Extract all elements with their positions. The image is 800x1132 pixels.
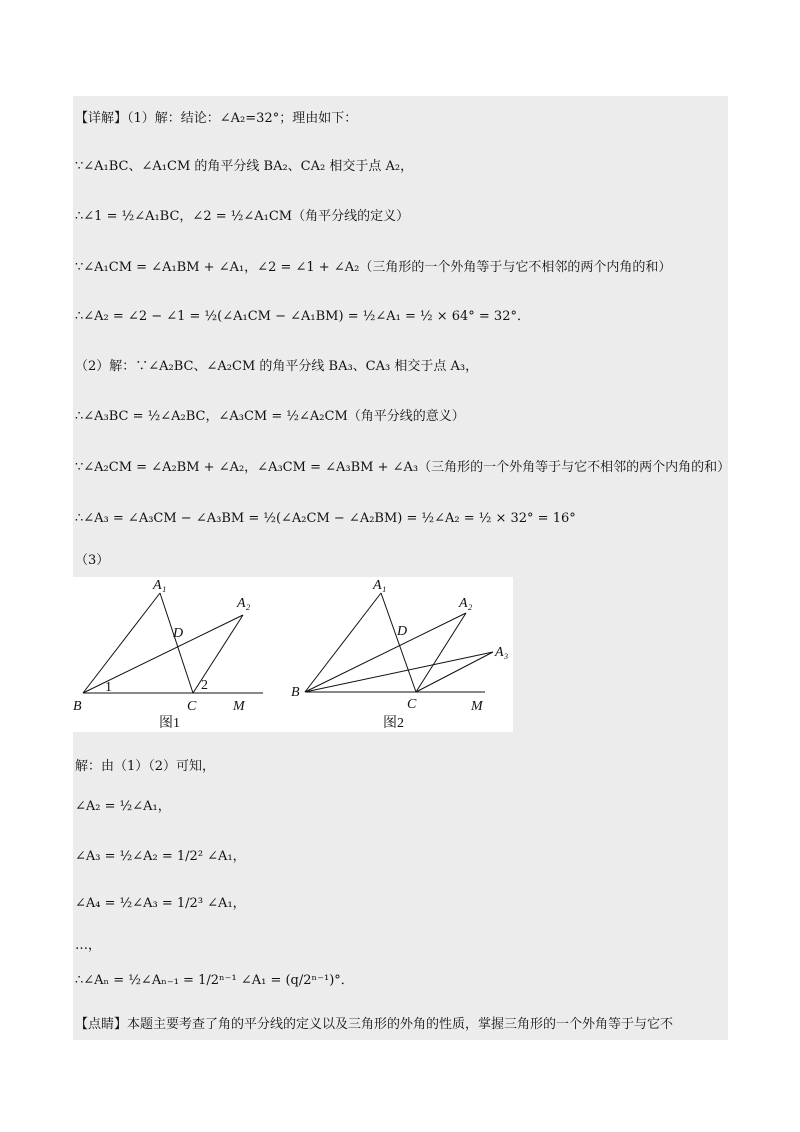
fig2-caption: 图2: [383, 716, 404, 731]
fig1-label-d: D: [173, 626, 184, 641]
figure-area: [73, 577, 513, 732]
text-line-4: ∵∠A₁CM = ∠A₁BM + ∠A₁，∠2 = ∠1 + ∠A₂（三角形的一个外角等于与它不相邻的两个内角的和）: [75, 260, 672, 275]
text-line-13: ∠A₃ = ½∠A₂ = 1/2² ∠A₁，: [75, 849, 246, 864]
text-line-5: ∴∠A₂ = ∠2 − ∠1 = ½(∠A₁CM − ∠A₁BM) = ½∠A₁ = ½ × 64° = 32°．: [75, 309, 530, 324]
text-line-16: ∴∠Aₙ = ½∠Aₙ₋₁ = 1/2ⁿ⁻¹ ∠A₁ = (q/2ⁿ⁻¹)°．: [75, 973, 354, 988]
text-line-6: （2）解：∵∠A₂BC、∠A₂CM 的角平分线 BA₃、CA₃ 相交于点 A₃，: [75, 359, 479, 374]
text-line-12: ∠A₂ = ½∠A₁，: [75, 799, 171, 814]
fig1-label-m: M: [233, 699, 245, 714]
text-line-2: ∵∠A₁BC、∠A₁CM 的角平分线 BA₂、CA₂ 相交于点 A₂，: [75, 159, 414, 174]
text-line-1: 【详解】（1）解：结论：∠A₂=32°；理由如下：: [75, 111, 358, 126]
text-line-7: ∴∠A₃BC = ½∠A₂BC，∠A₃CM = ½∠A₂CM（角平分线的意义）: [75, 409, 465, 424]
fig2-label-a1: A₁: [373, 578, 387, 593]
text-line-11: 解：由（1）（2）可知，: [75, 759, 216, 774]
text-line-8: ∵∠A₂CM = ∠A₂BM + ∠A₂，∠A₃CM = ∠A₃BM + ∠A₃（三角形的一个外角等于与它不相邻的两个内角的和）: [75, 460, 731, 475]
fig2-label-d: D: [397, 624, 408, 639]
fig1-label-c: C: [187, 699, 197, 714]
fig1-label-a2: A₂: [237, 596, 251, 611]
text-line-15: …，: [75, 938, 102, 953]
fig2-label-m: M: [471, 699, 483, 714]
text-line-17: 【点睛】本题主要考查了角的平分线的定义以及三角形的外角的性质，掌握三角形的一个外角等于与它不: [75, 1017, 674, 1032]
text-line-9: ∴∠A₃ = ∠A₃CM − ∠A₃BM = ½(∠A₂CM − ∠A₂BM) = ½∠A₂ = ½ × 32° = 16°: [75, 511, 576, 526]
fig2-label-c: C: [407, 697, 417, 712]
fig1-caption: 图1: [159, 716, 180, 731]
fig2-label-a3: A₃: [495, 645, 509, 660]
fig1-label-angle-1: 1: [105, 680, 112, 695]
fig2-label-b: B: [291, 685, 300, 700]
text-line-10: （3）: [75, 553, 110, 568]
text-line-14: ∠A₄ = ½∠A₃ = 1/2³ ∠A₁，: [75, 896, 246, 911]
fig2-label-a2: A₂: [459, 596, 473, 611]
text-line-3: ∴∠1 = ½∠A₁BC，∠2 = ½∠A₁CM（角平分线的定义）: [75, 209, 410, 224]
fig1-label-b: B: [73, 699, 82, 714]
geometry-figures: [73, 577, 513, 732]
fig1-label-a1: A₁: [153, 578, 167, 593]
fig1-label-angle-2: 2: [201, 678, 208, 693]
